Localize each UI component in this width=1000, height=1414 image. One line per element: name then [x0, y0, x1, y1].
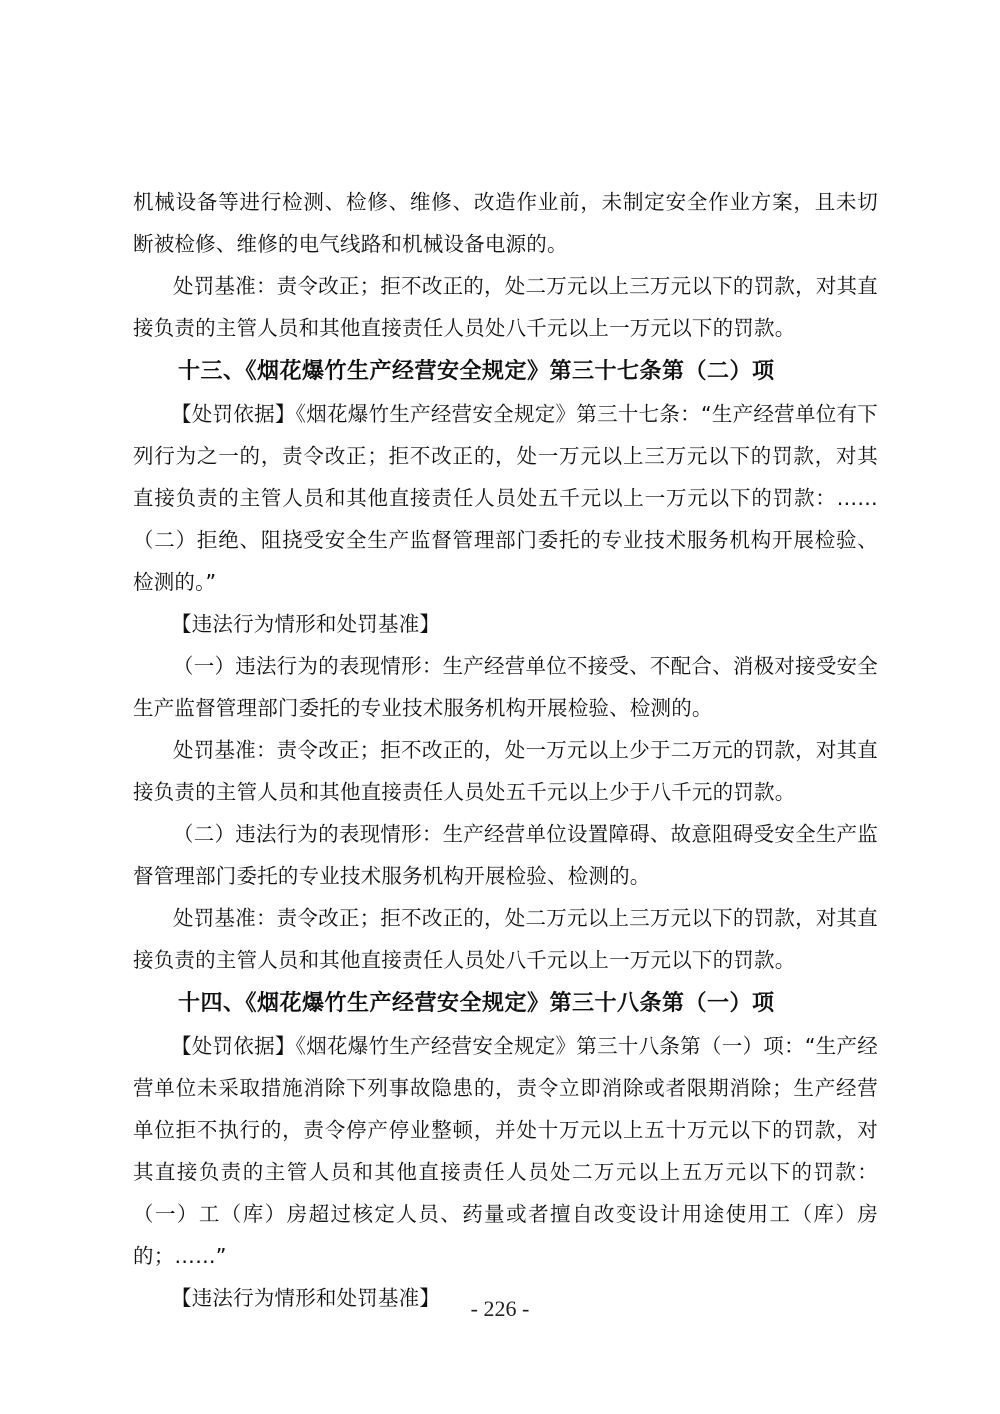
penalty-standard-paragraph: 处罚基准：责令改正；拒不改正的，处二万元以上三万元以下的罚款，对其直接负责的主管人员和其他直接责任人员处八千元以上一万元以下的罚款。	[133, 274, 878, 340]
violation-case-2: （二）违法行为的表现情形：生产经营单位设置障碍、故意阻碍受安全生产监督管理部门委托的专业技术服务机构开展检验、检测的。	[133, 822, 878, 888]
penalty-standard-paragraph: 处罚基准：责令改正；拒不改正的，处一万元以上少于二万元的罚款，对其直接负责的主管人员和其他直接责任人员处五千元以上少于八千元的罚款。	[133, 738, 878, 804]
paragraph-continuation: 机械设备等进行检测、检修、维修、改造作业前，未制定安全作业方案，且未切断被检修、维修的电气线路和机械设备电源的。	[133, 190, 878, 256]
penalty-basis-paragraph: 【处罚依据】《烟花爆竹生产经营安全规定》第三十七条：“生产经营单位有下列行为之一的，责令改正；拒不改正的，处一万元以上三万元以下的罚款，对其直接负责的主管人员和其他直接责任人员处五千元以上一万元以下的罚款：……（二）拒绝、阻挠受安全生产监督管理部门委托的专业技术服务机构开展检验、检测的。”	[133, 402, 878, 594]
penalty-standard-paragraph: 处罚基准：责令改正；拒不改正的，处二万元以上三万元以下的罚款，对其直接负责的主管人员和其他直接责任人员处八千元以上一万元以下的罚款。	[133, 906, 878, 972]
violation-case-1: （一）违法行为的表现情形：生产经营单位不接受、不配合、消极对接受安全生产监督管理部门委托的专业技术服务机构开展检验、检测的。	[133, 654, 878, 720]
subsection-label: 【违法行为情形和处罚基准】	[171, 1286, 441, 1310]
penalty-basis-paragraph: 【处罚依据】《烟花爆竹生产经营安全规定》第三十八条第（一）项：“生产经营单位未采取措施消除下列事故隐患的，责令立即消除或者限期消除；生产经营单位拒不执行的，责令停产停业整顿，并处十万元以上五十万元以下的罚款，对其直接负责的主管人员和其他直接责任人员处二万元以上五万元以下的罚款：（一）工（库）房超过核定人员、药量或者擅自改变设计用途使用工（库）房的；……”	[133, 1034, 878, 1268]
section-heading-13: 十三、《烟花爆竹生产经营安全规定》第三十七条第（二）项	[178, 358, 775, 384]
section-heading-14: 十四、《烟花爆竹生产经营安全规定》第三十八条第（一）项	[178, 990, 775, 1016]
document-body	[133, 181, 878, 1319]
page-number: - 226 -	[470, 1296, 530, 1321]
subsection-label: 【违法行为情形和处罚基准】	[171, 612, 441, 636]
